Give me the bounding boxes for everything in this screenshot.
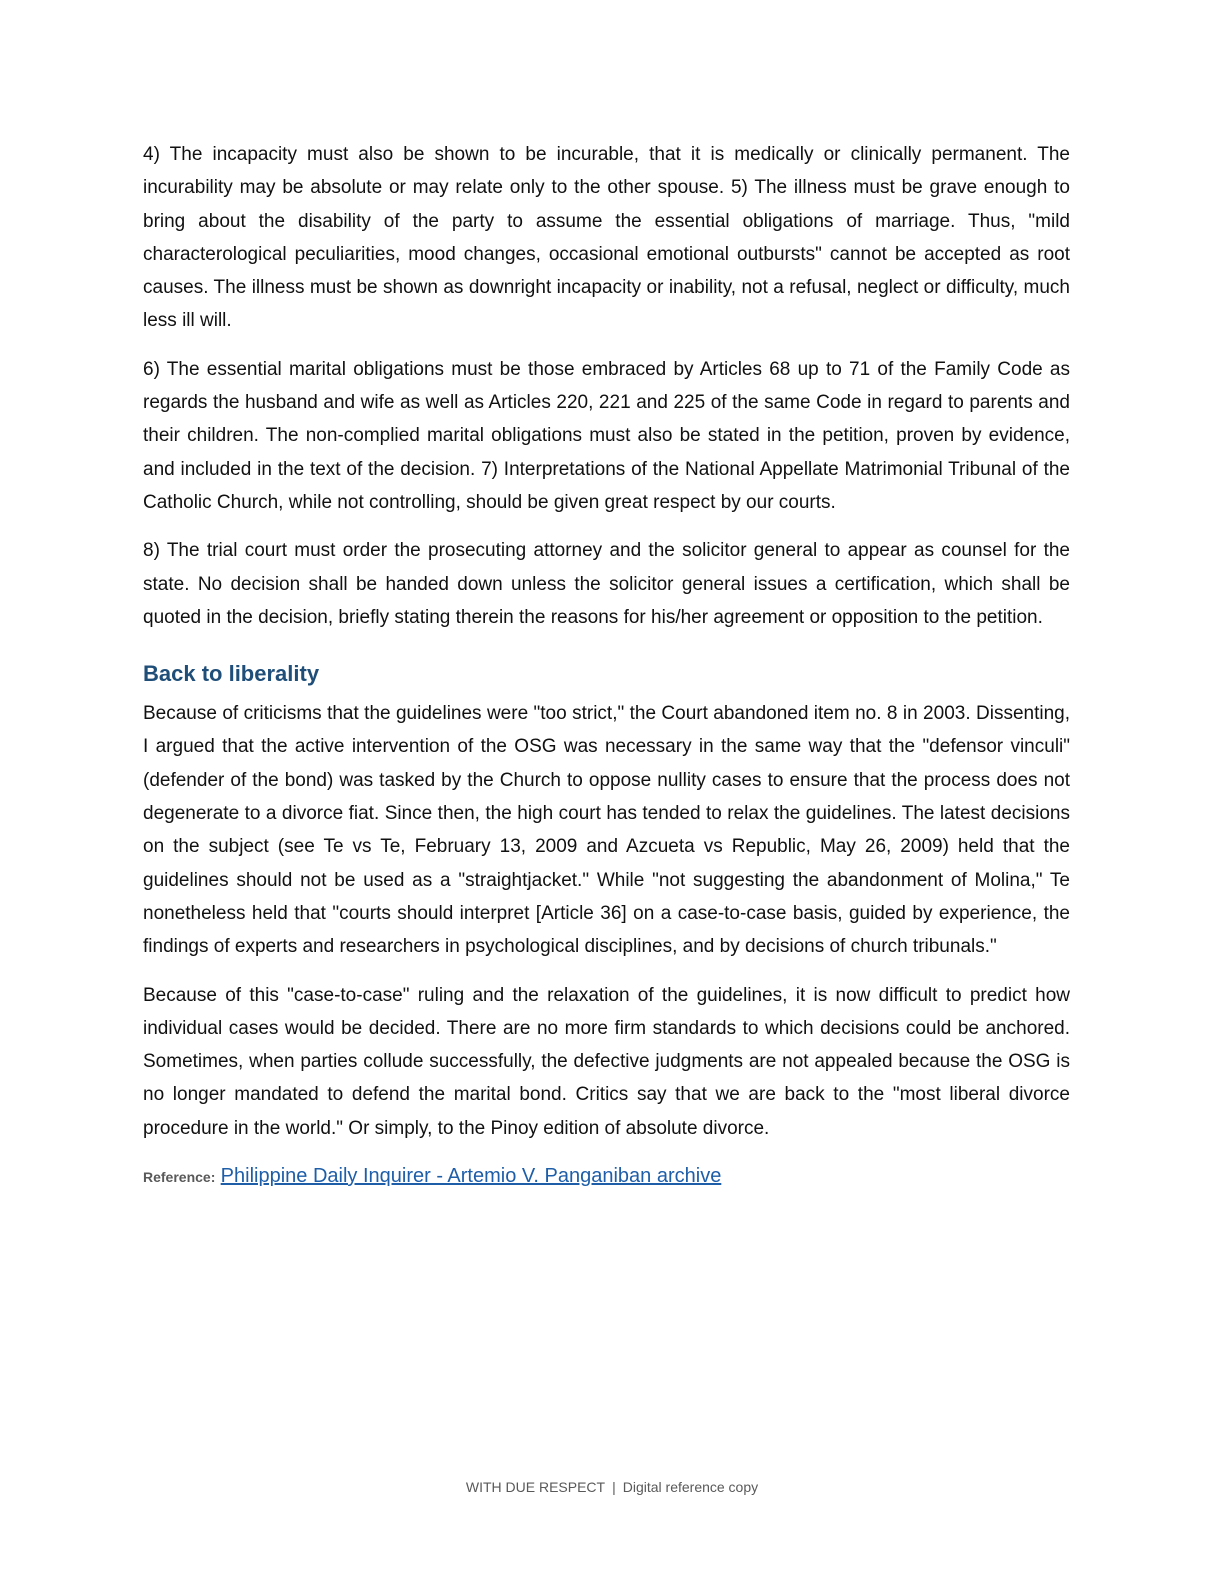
body-paragraph-2: 6) The essential marital obligations must be those embraced by Articles 68 up to 71 of the Family Code as regards the husband and wife as well as Articles 220, 221 and 225 of the same Code in regard to parents and their children. The non-complied marital obligations must also be stated in the petition, proven by evidence, and included in the text of the decision. 7) Interpretations of the National Appellate Matrimonial Tribunal of the Catholic Church, while not controlling, should be given great respect by our courts. — [143, 358, 1070, 513]
section-paragraph-1: Because of criticisms that the guidelines were "too strict," the Court abandoned item no. 8 in 2003. Dissenting, I argued that the active intervention of the OSG was necessary in the same way that the "defensor vinculi" (defender of the bond) was tasked by the Church to oppose nullity cases to ensure that the process does not degenerate to a divorce fiat. Since then, the high court has tended to relax the guidelines. The latest decisions on the subject (see Te vs Te, February 13, 2009 and Azcueta vs Republic, May 26, 2009) held that the guidelines should not be used as a "straightjacket." While "not suggesting the abandonment of Molina," Te nonetheless held that "courts should interpret [Article 36] on a case-to-case basis, guided by experience, the findings of experts and researchers in psychological disciplines, and by decisions of church tribunals." — [143, 703, 1070, 958]
page-footer — [0, 1479, 1224, 1495]
document-page — [143, 138, 1070, 1192]
footer-separator: | — [612, 1479, 616, 1495]
reference-line — [143, 1161, 1070, 1192]
section-paragraph-2: Because of this "case-to-case" ruling and the relaxation of the guidelines, it is now difficult to predict how individual cases would be decided. There are no more firm standards to which decisions could be anchored. Sometimes, when parties collude successfully, the defective judgments are not appealed because the OSG is no longer mandated to defend the marital bond. Critics say that we are back to the "most liberal divorce procedure in the world." Or simply, to the Pinoy edition of absolute divorce. — [143, 984, 1070, 1139]
footer-subtitle: Digital reference copy — [622, 1479, 759, 1495]
section-heading: Back to liberality — [143, 661, 320, 687]
footer-title: WITH DUE RESPECT — [465, 1479, 606, 1495]
reference-label: Reference: — [143, 1169, 216, 1186]
body-paragraph-3: 8) The trial court must order the prosecuting attorney and the solicitor general to appear as counsel for the state. No decision shall be handed down unless the solicitor general issues a certification, which shall be quoted in the decision, briefly stating therein the reasons for his/her agreement or opposition to the petition. — [143, 540, 1070, 628]
body-paragraph-1: 4) The incapacity must also be shown to be incurable, that it is medically or clinically permanent. The incurability may be absolute or may relate only to the other spouse. 5) The illness must be grave enough to bring about the disability of the party to assume the essential obligations of marriage. Thus, "mild characterological peculiarities, mood changes, occasional emotional outbursts" cannot be accepted as root causes. The illness must be shown as downright incapacity or inability, not a refusal, neglect or difficulty, much less ill will. — [143, 144, 1070, 332]
reference-link[interactable]: Philippine Daily Inquirer - Artemio V. Panganiban archive — [220, 1165, 722, 1188]
